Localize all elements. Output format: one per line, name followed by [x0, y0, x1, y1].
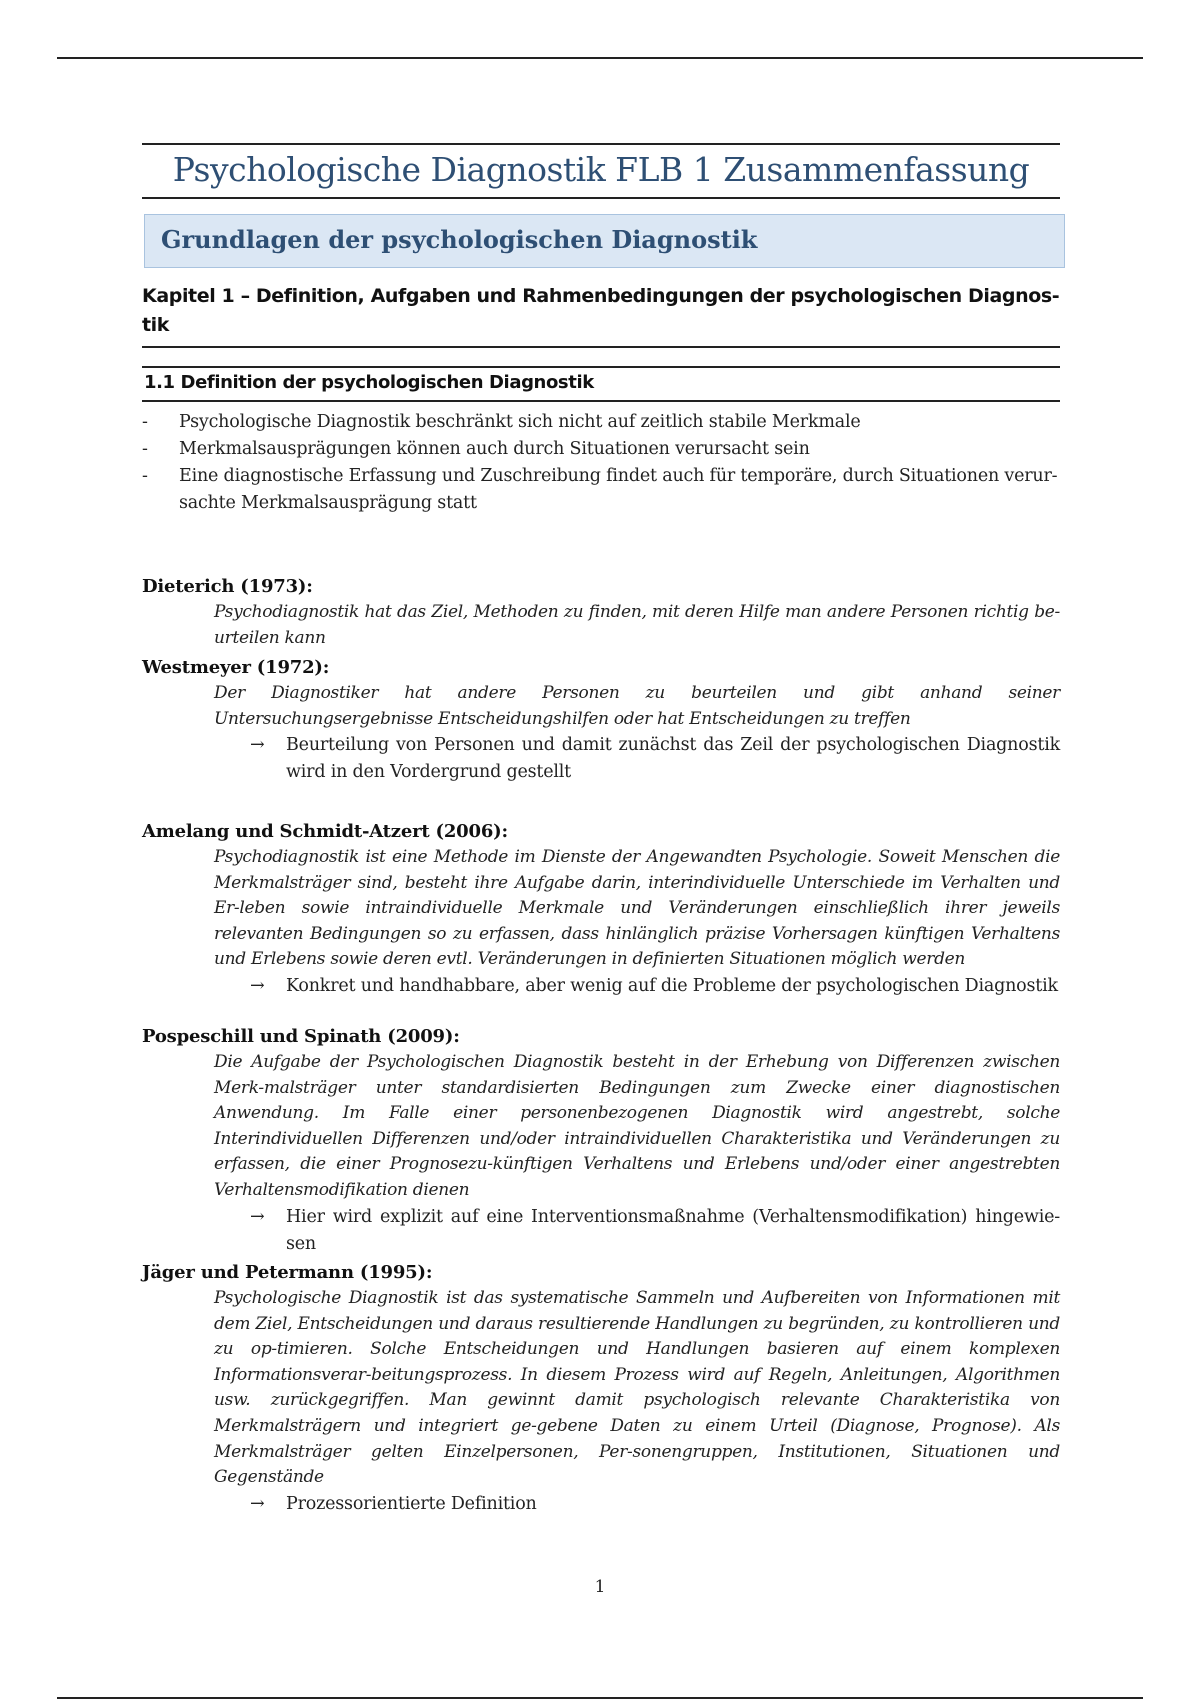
subsection-heading	[142, 366, 1060, 402]
definition-quote: Psychodiagnostik ist eine Methode im Dienste der Angewandten Psychologie. Soweit Menschen die Merkmalsträger sind, besteht ihre Aufgabe darin, interindividuelle Unterschiede im Verhalten und Er-leben sowie intraindividuelle Merkmale und Veränderungen einschließlich ihrer jeweils relevanten Bedingungen so zu erfassen, dass hinlänglich präzise Vorhersagen künftigen Verhaltens und Erlebens sowie deren evtl. Veränderungen in definierten Situationen möglich werden	[214, 847, 1060, 970]
definition-author: Westmeyer (1972):	[142, 657, 330, 678]
page-number: 1	[594, 1577, 606, 1597]
note-text: Hier wird explizit auf eine Interventionsmaßnahme (Verhaltensmodifikation) hingewie-sen	[286, 1206, 1060, 1254]
bullet-list	[142, 409, 1060, 517]
page-bottom-rule	[57, 1697, 1143, 1699]
bullet-text: Merkmalsausprägungen können auch durch Situationen verursacht sein	[179, 439, 810, 459]
arrow-icon: →	[250, 1493, 265, 1514]
section-heading	[144, 214, 1065, 268]
definition-westmeyer	[142, 654, 1060, 786]
definition-amelang	[142, 818, 1060, 1000]
definition-author: Dieterich (1973):	[142, 576, 313, 597]
definition-note	[250, 1204, 1060, 1258]
definition-note	[250, 973, 1060, 1000]
definition-pospeschill	[142, 1023, 1060, 1258]
list-item	[142, 463, 1060, 517]
definition-quote: Der Diagnostiker hat andere Personen zu beurteilen und gibt anhand seiner Untersuchungsergebnisse Entscheidungshilfen oder hat Entscheidungen zu treffen	[214, 683, 1060, 729]
definition-dieterich	[142, 573, 1060, 651]
definition-note	[250, 732, 1060, 786]
subsection-heading-text: 1.1 Definition der psychologischen Diagnostik	[144, 372, 594, 393]
title-block	[142, 143, 1060, 199]
definition-quote: Psychologische Diagnostik ist das systematische Sammeln und Aufbereiten von Informationen mit dem Ziel, Entscheidungen und daraus resultierende Handlungen zu begründen, zu kontrollieren und zu op-timieren. Solche Entscheidungen und Handlungen basieren auf einem komplexen Informationsverar-beitungsprozess. In diesem Prozess wird auf Regeln, Anleitungen, Algorithmen usw. zurückgegriffen. Man gewinnt damit psychologisch relevante Charakteristika von Merkmalsträgern und integriert ge-gebene Daten zu einem Urteil (Diagnose, Prognose). Als Merkmalsträger gelten Einzelpersonen, Per-sonengruppen, Institutionen, Situationen und Gegenstände	[214, 1288, 1060, 1488]
definition-quote: Die Aufgabe der Psychologischen Diagnostik besteht in der Erhebung von Differenzen zwischen Merk-malsträger unter standardisierten Bedingungen zum Zwecke einer diagnostischen Anwendung. Im Falle einer personenbezogenen Diagnostik wird angestrebt, solche Interindividuellen Differenzen und/oder intraindividuellen Charakteristika und Veränderungen zu erfassen, die einer Prognosezu-künftigen Verhaltens und Erlebens und/oder einer angestrebten Verhaltensmodifikation dienen	[214, 1052, 1060, 1200]
definition-author: Pospeschill und Spinath (2009):	[142, 1026, 460, 1047]
note-text: Konkret und handhabbare, aber wenig auf die Probleme der psychologischen Diagnostik	[286, 975, 1058, 996]
arrow-icon: →	[250, 975, 265, 996]
definition-note	[250, 1491, 1060, 1518]
note-text: Prozessorientierte Definition	[286, 1493, 537, 1514]
chapter-heading: Kapitel 1 – Definition, Aufgaben und Rahmenbedingungen der psychologischen Diagnos-tik	[142, 282, 1060, 348]
list-item	[142, 436, 1060, 463]
document-title: Psychologische Diagnostik FLB 1 Zusammenfassung	[172, 150, 1030, 189]
list-item	[142, 409, 1060, 436]
page-top-rule	[57, 57, 1143, 59]
arrow-icon: →	[250, 1206, 265, 1227]
definition-jaeger	[142, 1259, 1060, 1518]
definition-quote: Psychodiagnostik hat das Ziel, Methoden zu finden, mit deren Hilfe man andere Personen richtig be-urteilen kann	[214, 602, 1060, 648]
definition-author: Jäger und Petermann (1995):	[142, 1262, 433, 1283]
bullet-marker: -	[142, 439, 148, 459]
note-text: Beurteilung von Personen und damit zunächst das Zeil der psychologischen Diagnostik wird in den Vordergrund gestellt	[286, 735, 1060, 783]
bullet-marker: -	[142, 466, 148, 486]
bullet-text: Psychologische Diagnostik beschränkt sich nicht auf zeitlich stabile Merkmale	[179, 412, 861, 432]
definition-author: Amelang und Schmidt-Atzert (2006):	[142, 821, 508, 842]
bullet-text: Eine diagnostische Erfassung und Zuschreibung findet auch für temporäre, durch Situationen verur-sachte Merkmalsausprägung statt	[179, 466, 1058, 513]
arrow-icon: →	[250, 735, 265, 756]
section-heading-text: Grundlagen der psychologischen Diagnostik	[161, 225, 758, 254]
bullet-marker: -	[142, 412, 148, 432]
